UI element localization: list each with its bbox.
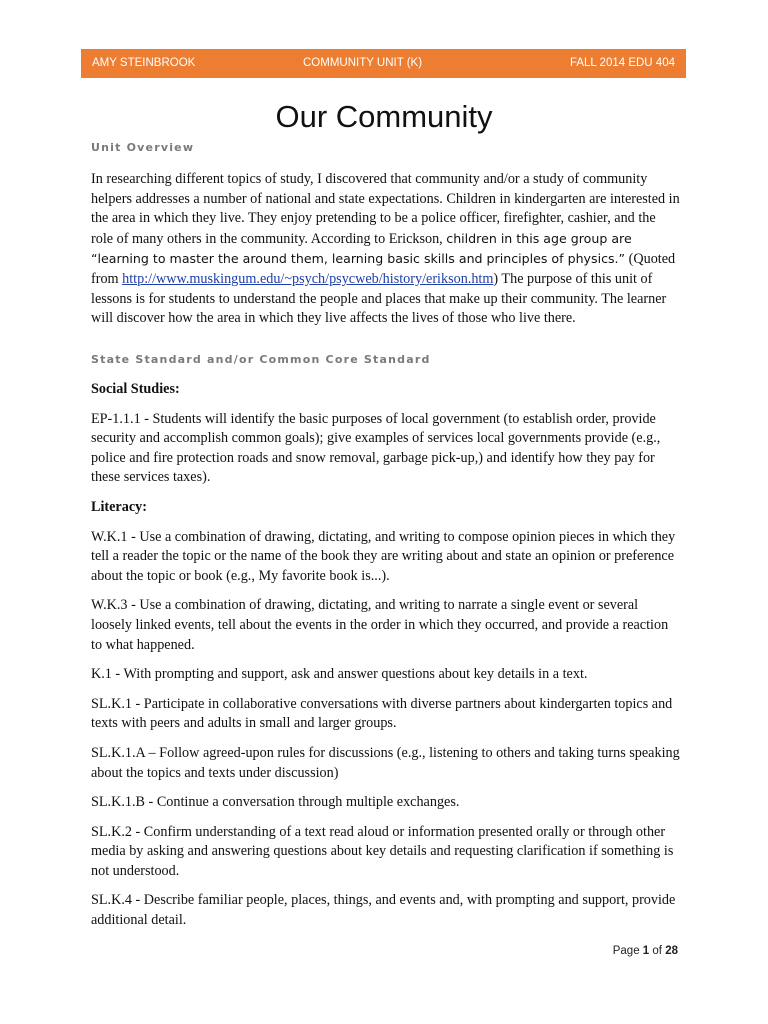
overview-quote: children in this age group are “learning to master the around them, learning basic skills and principles of physics.” [91,230,632,267]
overview-text-part1: In researching different topics of study, I discovered that community and/or a study of community helpers addresses a number of national and state expectations. Children in kindergarten are interested in the area in which they live. They enjoy pretending to be a police officer, firefighter, cashier, and the role of many others in the community. According to Erickson, [91,171,680,247]
standard-item: K.1 - With prompting and support, ask and answer questions about key details in a text. [91,666,588,683]
standard-item: SL.K.1 - Participate in collaborative conversations with diverse partners about kindergarten topics and texts with peers and adults in small and larger groups. [91,695,673,732]
overview-text-part2: (Quoted from [91,251,676,287]
page-title: Our Community [275,99,493,134]
total-pages: 28 [665,945,678,957]
standard-item: EP-1.1.1 - Students will identify the basic purposes of local government (to establish order, provide security and accomplish common goals); give examples of services local governments provide (e.g., police and fire protection roads and snow removal, garbage pick-up,) and identify how they pay for these services taxes). [91,410,661,486]
standard-item: SL.K.4 - Describe familiar people, places, things, and events and, with prompting and support, provide additional detail. [91,892,676,929]
standard-item: SL.K.1.A – Follow agreed-upon rules for discussions (e.g., listening to others and taking turns speaking about the topics and texts under discussion) [91,744,680,781]
standard-item: W.K.1 - Use a combination of drawing, dictating, and writing to compose opinion pieces in which they tell a reader the topic or the name of the book they are writing about and state an opinion or preference about the topic or book (e.g., My favorite book is...). [91,528,676,584]
literacy-heading: Literacy: [91,498,147,515]
page-number-footer [613,945,678,957]
current-page-number: 1 [642,945,650,957]
overview-paragraph [91,170,681,329]
page-word: Page [612,945,640,957]
unit-overview-label: Unit Overview [91,141,195,154]
standard-item: SL.K.2 - Confirm understanding of a text read aloud or information presented orally or through other media by asking and answering questions about key details and requesting clarification if something is not understood. [91,823,674,879]
header-term: FALL 2014 EDU 404 [569,57,675,69]
header-author: AMY STEINBROOK [92,57,196,69]
unit-overview-section [91,170,681,339]
standard-item: W.K.3 - Use a combination of drawing, dictating, and writing to narrate a single event or several loosely linked events, tell about the events in the order in which they occurred, and provide a reaction to what happened. [91,597,669,653]
standards-label: State Standard and/or Common Core Standard [91,353,431,366]
standards-section [91,380,681,941]
erikson-link[interactable]: http://www.muskingum.edu/~psych/psycweb/history/erikson.htm [122,270,494,287]
standard-item: SL.K.1.B - Continue a conversation through multiple exchanges. [91,794,460,811]
social-studies-heading: Social Studies: [91,381,180,397]
of-word: of [652,945,662,957]
overview-text-part3: ) The purpose of this unit of lessons is for students to understand the people and places that make up their community. The learner will discover how the area in which they live affects the lives of those who live there. [91,270,667,327]
header-unit-title: COMMUNITY UNIT (K) [303,57,423,69]
header-bar [81,49,686,78]
